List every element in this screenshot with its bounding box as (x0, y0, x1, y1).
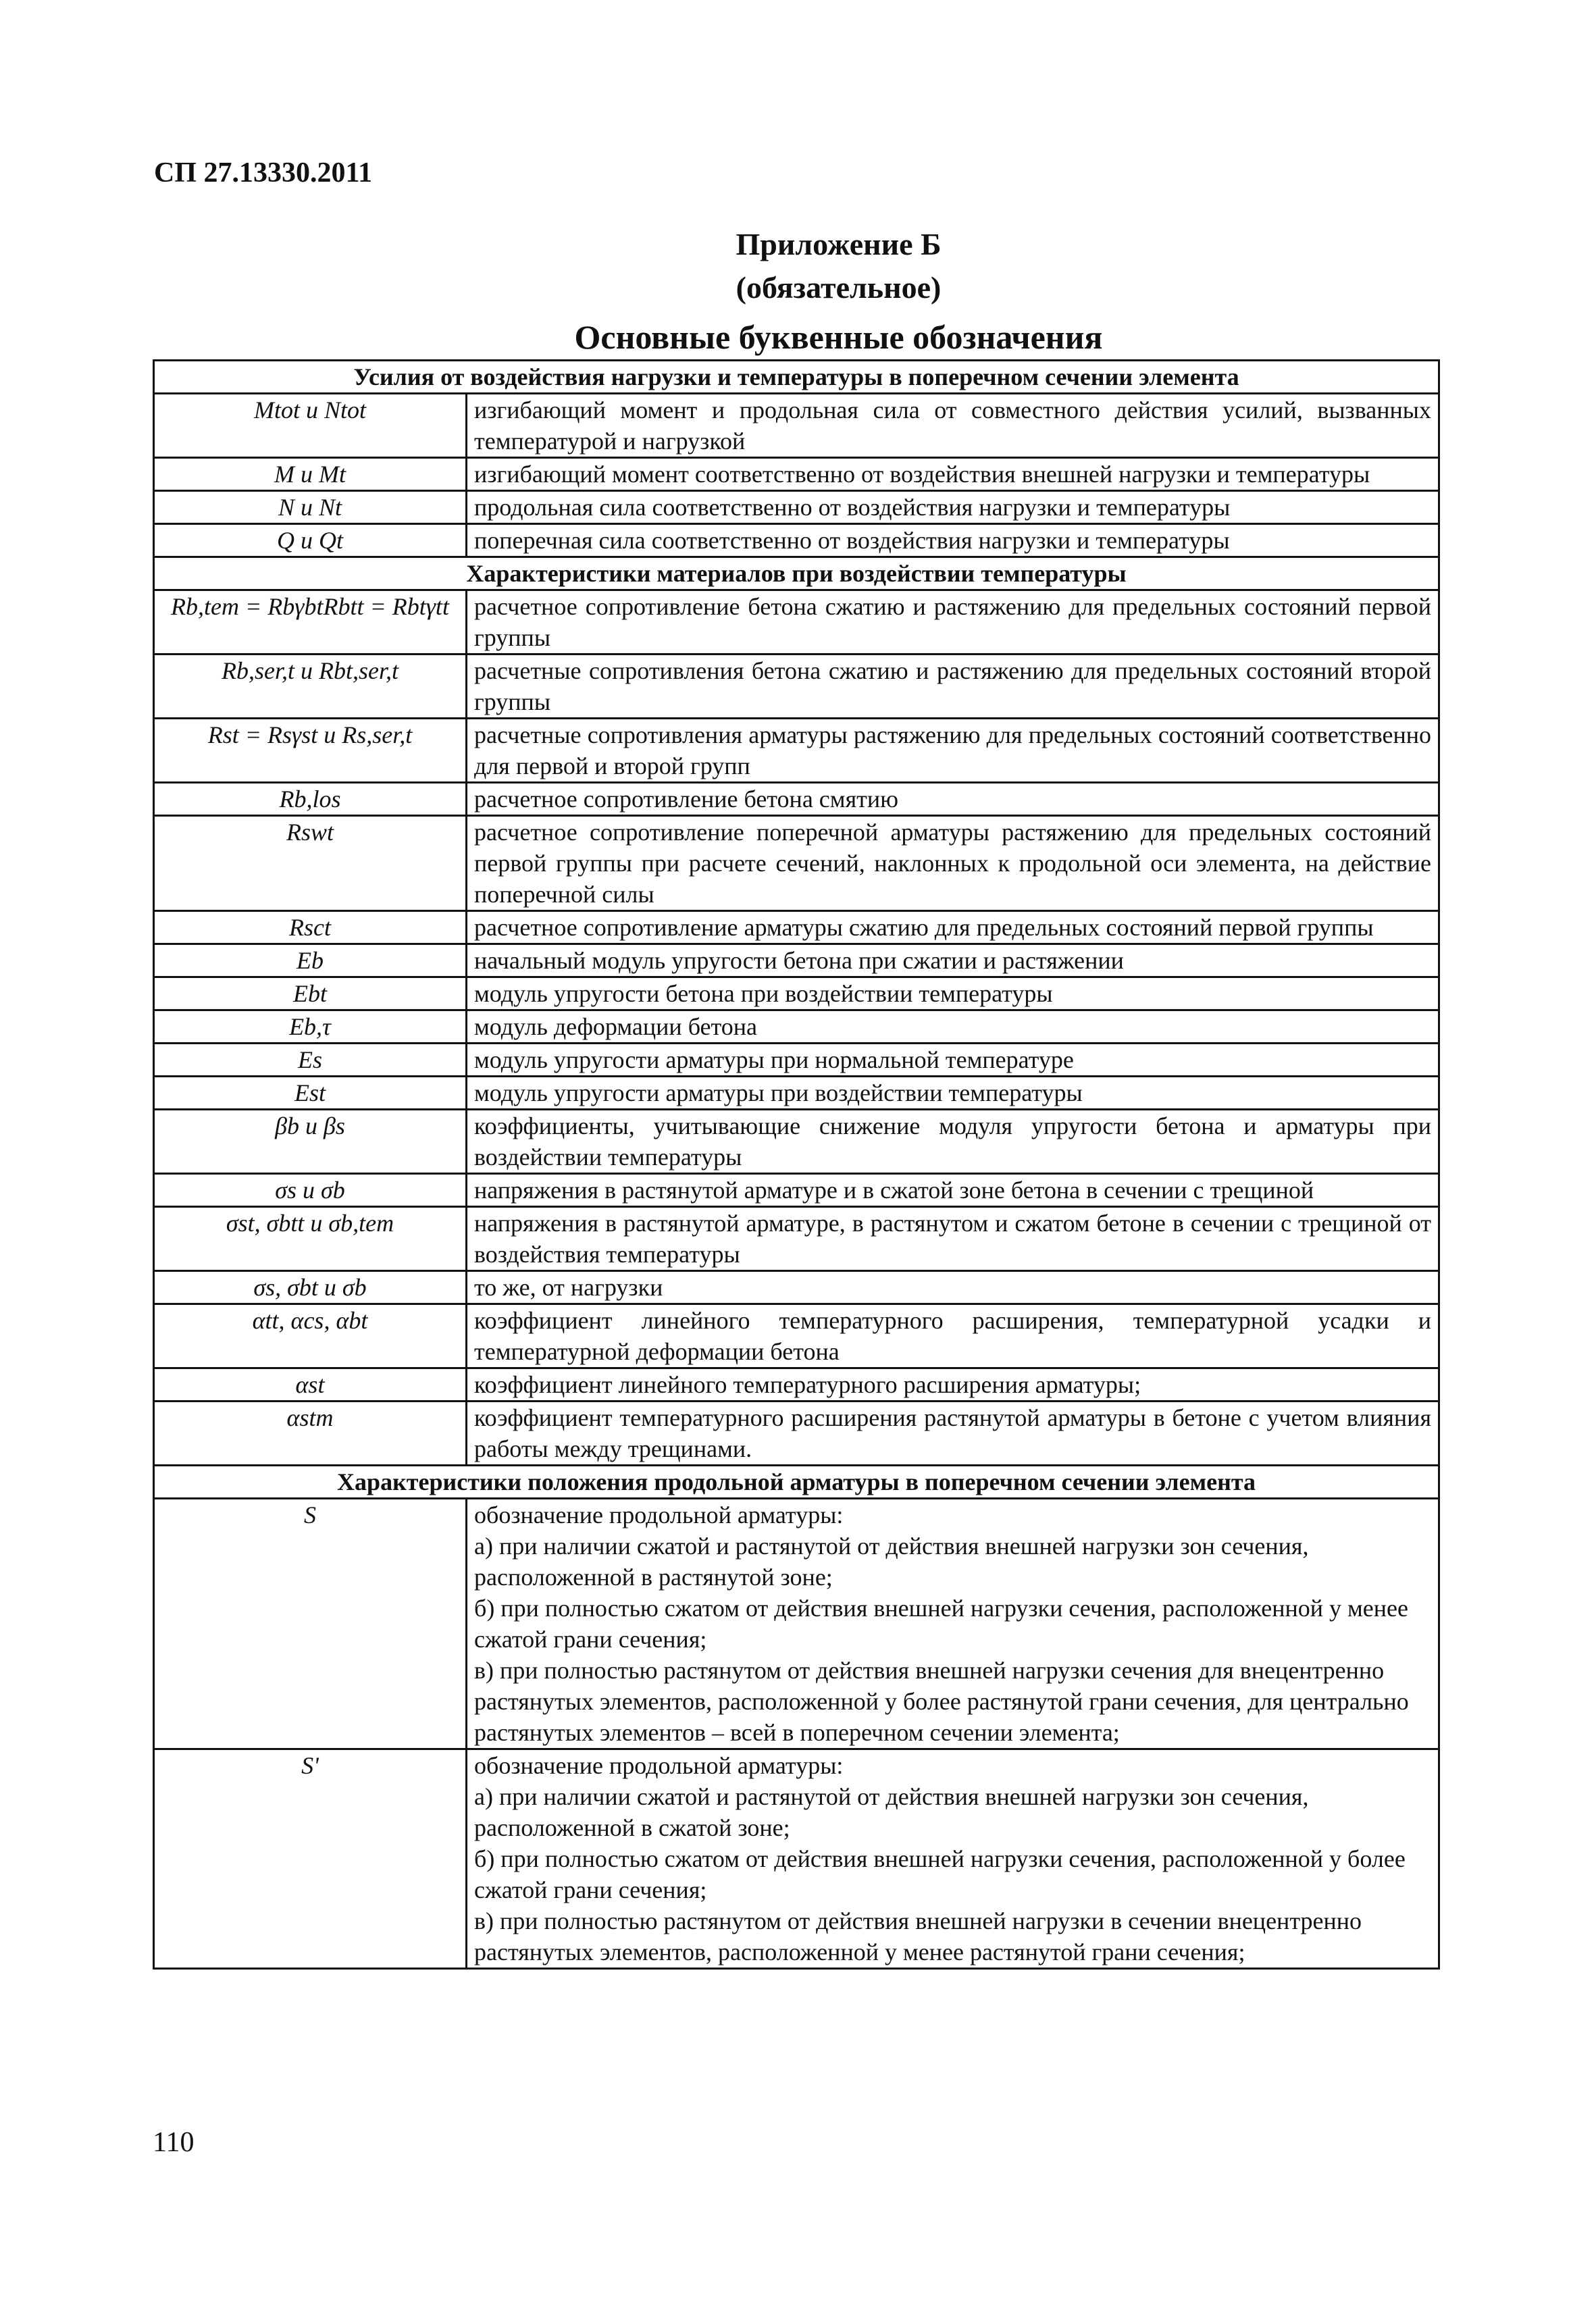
description-cell (467, 1077, 1439, 1110)
description-line: модуль упругости бетона при воздействии температуры (474, 980, 1053, 1007)
symbol-cell: S' (154, 1749, 467, 1969)
symbol-cell: N и Nt (154, 491, 467, 524)
description-line: расчетное сопротивление арматуры сжатию для предельных состояний первой группы (474, 914, 1374, 941)
description-line: изгибающий момент соответственно от воздействия внешней нагрузки и температуры (474, 461, 1370, 488)
description-cell (467, 524, 1439, 557)
table-row (154, 783, 1439, 816)
section-heading: Характеристики материалов при воздействии температуры (154, 557, 1439, 590)
description-line: то же, от нагрузки (474, 1274, 663, 1301)
table-row (154, 491, 1439, 524)
symbol-cell: σs и σb (154, 1174, 467, 1207)
description-cell (467, 491, 1439, 524)
symbol-cell: βb и βs (154, 1110, 467, 1174)
symbol-cell: αst (154, 1368, 467, 1402)
description-line: коэффициент температурного расширения растянутой арматуры в бетоне с учетом влияния работы между трещинами. (474, 1404, 1431, 1462)
description-cell (467, 1207, 1439, 1271)
description-line: продольная сила соответственно от воздействия нагрузки и температуры (474, 494, 1231, 521)
section-header-row (154, 557, 1439, 590)
section-header-row (154, 361, 1439, 394)
symbols-table (153, 359, 1440, 1970)
symbol-cell: σs, σbt и σb (154, 1271, 467, 1304)
table-row (154, 1499, 1439, 1749)
description-line: расчетные сопротивления бетона сжатию и растяжению для предельных состояний второй группы (474, 657, 1431, 715)
table-row (154, 524, 1439, 557)
section-header-row (154, 1466, 1439, 1499)
description-line: модуль деформации бетона (474, 1013, 758, 1040)
description-line: напряжения в растянутой арматуре и в сжатой зоне бетона в сечении с трещиной (474, 1177, 1314, 1204)
table-row (154, 590, 1439, 654)
symbol-cell: Rb,tem = RbγbtRbtt = Rbtγtt (154, 590, 467, 654)
table-row (154, 1010, 1439, 1044)
description-line: б) при полностью сжатом от действия внешней нагрузки сечения, расположенной у менее сжатой грани сечения; (474, 1595, 1409, 1653)
description-line: в) при полностью растянутом от действия внешней нагрузки в сечении внецентренно растянутых элементов, расположенной у менее растянутой грани сечения; (474, 1907, 1362, 1965)
description-line: изгибающий момент и продольная сила от совместного действия усилий, вызванных температурой и нагрузкой (474, 396, 1431, 455)
table-row (154, 1368, 1439, 1402)
description-cell (467, 911, 1439, 944)
description-line: коэффициент линейного температурного расширения арматуры; (474, 1371, 1141, 1398)
table-row (154, 1271, 1439, 1304)
description-cell (467, 394, 1439, 458)
table-row (154, 1174, 1439, 1207)
description-line: обозначение продольной арматуры: (474, 1501, 844, 1528)
symbol-cell: S (154, 1499, 467, 1749)
description-cell (467, 458, 1439, 491)
description-line: расчетные сопротивления арматуры растяжению для предельных состояний соответственно для первой и второй групп (474, 721, 1431, 779)
description-line: обозначение продольной арматуры: (474, 1752, 844, 1779)
symbol-cell: Eb (154, 944, 467, 977)
table-row (154, 1044, 1439, 1077)
symbol-cell: Q и Qt (154, 524, 467, 557)
description-line: расчетное сопротивление бетона смятию (474, 786, 899, 813)
page-number: 110 (153, 2127, 195, 2158)
description-line: а) при наличии сжатой и растянутой от действия внешней нагрузки зон сечения, расположенной в растянутой зоне; (474, 1533, 1309, 1591)
table-row (154, 1077, 1439, 1110)
description-cell (467, 1044, 1439, 1077)
description-cell (467, 816, 1439, 911)
description-line: модуль упругости арматуры при нормальной температуре (474, 1046, 1074, 1073)
description-line: расчетное сопротивление поперечной арматуры растяжению для предельных состояний первой группы при расчете сечений, наклонных к продольной оси элемента, на действие поперечной силы (474, 819, 1431, 908)
description-line: а) при наличии сжатой и растянутой от действия внешней нагрузки зон сечения, расположенной в сжатой зоне; (474, 1783, 1309, 1841)
symbols-table-body (154, 361, 1439, 1969)
page-title: Основные буквенные обозначения (574, 318, 1103, 356)
table-row (154, 977, 1439, 1010)
description-line: модуль упругости арматуры при воздействии температуры (474, 1079, 1083, 1106)
description-line: расчетное сопротивление бетона сжатию и растяжению для предельных состояний первой группы (474, 593, 1431, 651)
description-line: б) при полностью сжатом от действия внешней нагрузки сечения, расположенной у более сжатой грани сечения; (474, 1845, 1406, 1903)
description-cell (467, 944, 1439, 977)
description-cell (467, 1402, 1439, 1466)
symbol-cell: αstm (154, 1402, 467, 1466)
table-row (154, 1402, 1439, 1466)
table-row (154, 394, 1439, 458)
table-row (154, 654, 1439, 719)
symbol-cell: Rsct (154, 911, 467, 944)
description-cell (467, 1110, 1439, 1174)
description-line: поперечная сила соответственно от воздействия нагрузки и температуры (474, 527, 1230, 554)
section-heading: Характеристики положения продольной арматуры в поперечном сечении элемента (154, 1466, 1439, 1499)
table-row (154, 1304, 1439, 1368)
table-row (154, 944, 1439, 977)
description-line: в) при полностью растянутом от действия внешней нагрузки сечения для внецентренно растянутых элементов, расположенной у более растянутой грани сечения, для центрально растянутых элементов – всей в поперечном сечении элемента; (474, 1657, 1409, 1746)
symbol-cell: Es (154, 1044, 467, 1077)
table-row (154, 1110, 1439, 1174)
description-cell (467, 654, 1439, 719)
description-cell (467, 590, 1439, 654)
title-block (0, 223, 1596, 362)
symbol-cell: Est (154, 1077, 467, 1110)
description-cell (467, 1010, 1439, 1044)
description-cell (467, 1499, 1439, 1749)
description-line: напряжения в растянутой арматуре, в растянутом и сжатом бетоне в сечении с трещиной от воздействия температуры (474, 1210, 1431, 1268)
table-row (154, 1207, 1439, 1271)
symbol-cell: Rb,ser,t и Rbt,ser,t (154, 654, 467, 719)
description-cell (467, 1749, 1439, 1969)
table-row (154, 719, 1439, 783)
description-cell (467, 719, 1439, 783)
description-cell (467, 977, 1439, 1010)
description-cell (467, 1368, 1439, 1402)
description-cell (467, 1174, 1439, 1207)
appendix-title: Приложение Б (736, 227, 942, 261)
table-row (154, 911, 1439, 944)
table-row (154, 458, 1439, 491)
symbol-cell: σst, σbtt и σb,tem (154, 1207, 467, 1271)
table-row (154, 816, 1439, 911)
description-cell (467, 1304, 1439, 1368)
description-line: коэффициенты, учитывающие снижение модуля упругости бетона и арматуры при воздействии температуры (474, 1112, 1431, 1171)
description-line: коэффициент линейного температурного расширения, температурной усадки и температурной деформации бетона (474, 1307, 1431, 1365)
description-line: начальный модуль упругости бетона при сжатии и растяжении (474, 947, 1124, 974)
document-code: СП 27.13330.2011 (154, 157, 373, 188)
symbol-cell: Ebt (154, 977, 467, 1010)
description-cell (467, 1271, 1439, 1304)
table-row (154, 1749, 1439, 1969)
description-cell (467, 783, 1439, 816)
section-heading: Усилия от воздействия нагрузки и температуры в поперечном сечении элемента (154, 361, 1439, 394)
symbol-cell: Eb,τ (154, 1010, 467, 1044)
symbol-cell: αtt, αcs, αbt (154, 1304, 467, 1368)
symbol-cell: Mtot и Ntot (154, 394, 467, 458)
symbol-cell: Rswt (154, 816, 467, 911)
symbol-cell: Rb,los (154, 783, 467, 816)
appendix-status: (обязательное) (736, 270, 942, 305)
symbol-cell: M и Mt (154, 458, 467, 491)
symbol-cell: Rst = Rsγst и Rs,ser,t (154, 719, 467, 783)
